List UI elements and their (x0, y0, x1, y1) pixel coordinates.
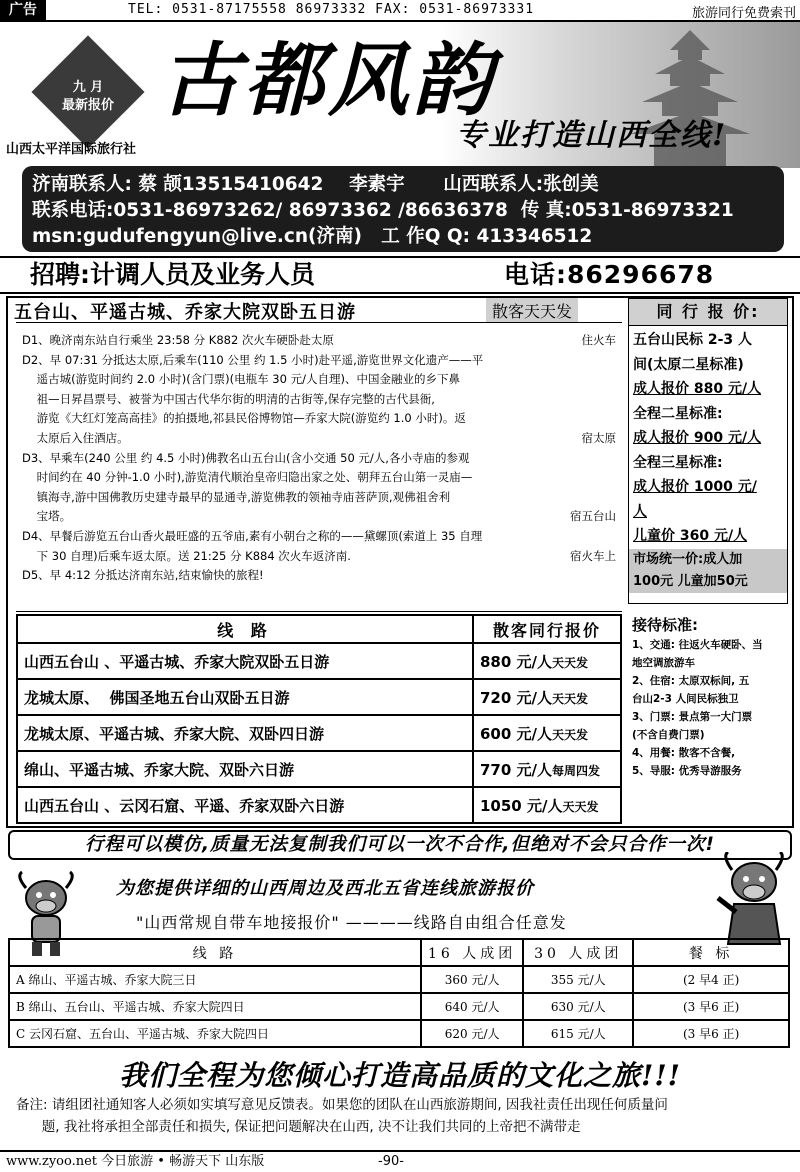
contact-line-1: 济南联系人: 蔡 颉13515410642 李素宇 山西联系人:张创美 (32, 174, 599, 195)
itinerary-line (22, 527, 618, 547)
itinerary-line (22, 390, 618, 410)
contact-line-3: msn:gudufengyun@live.cn(济南) 工 作Q Q: 413346512 (32, 226, 593, 247)
table-row (17, 643, 621, 679)
route-name: 龙城太原、 佛国圣地五台山双卧五日游 (17, 679, 473, 715)
itinerary-stay: 住火车 (581, 333, 616, 347)
itinerary-text: D1、晚济南东站自行乘坐 23:58 分 K882 次火车硬卧赴太原 (22, 333, 334, 347)
route-price-value: 1050 元/人 (480, 796, 563, 815)
table-row (17, 715, 621, 751)
route-name: 绵山、平遥古城、乔家大院、双卧六日游 (17, 751, 473, 787)
itinerary-line (22, 449, 618, 469)
local-col-16: 16 人成团 (421, 939, 523, 966)
agency-name: 山西太平洋国际旅行社 (6, 142, 137, 157)
local-col-30: 30 人成团 (523, 939, 633, 966)
itinerary-text: D4、早餐后游览五台山香火最旺盛的五爷庙,素有小朝台之称的——黛螺顶(索道上 35 自理 (22, 528, 483, 543)
peer-price-line: 成人报价 880 元/人 (633, 381, 762, 397)
itinerary-line (22, 409, 618, 429)
peer-price-line: 成人报价 1000 元/ (633, 479, 757, 495)
service-item: 4、用餐: 散客不含餐, (632, 747, 736, 759)
recruit-text: 招聘:计调人员及业务人员 (30, 260, 315, 289)
service-standard (628, 614, 788, 824)
route-price-value: 720 元/人 (480, 688, 553, 707)
route-price-value: 880 元/人 (480, 652, 553, 671)
service-item: 5、导服: 优秀导游服务 (632, 765, 742, 777)
service-item: 3、门票: 景点第一大门票 (632, 711, 753, 723)
top-right-note: 旅游同行免费索刊 (691, 6, 796, 21)
service-header: 接待标准: (632, 616, 698, 634)
itinerary-stay: 宿火车上 (570, 548, 616, 563)
page-title: 古都风韵 (160, 33, 496, 127)
remark-line-2: 题, 我社将承担全部责任和损失, 保证把问题解决在山西, 决不让我们共同的上帝把不满带走 (16, 1119, 581, 1135)
local-price-30: 630 元/人 (523, 993, 633, 1020)
local-price-table (8, 938, 790, 1048)
local-price-30: 355 元/人 (523, 966, 633, 993)
peer-price-line: 人 (633, 503, 647, 520)
table-row (17, 679, 621, 715)
itinerary-line (22, 331, 618, 351)
itinerary-text: 镇海寺,游中国佛教历史建寺最早的显通寺,游览佛教的领袖寺庙菩萨顶,观佛祖舍利 (22, 489, 451, 504)
route-price-value: 770 元/人 (480, 760, 553, 779)
peer-price-line: 全程三星标准: (633, 454, 723, 471)
peer-price-line: 五台山民标 2-3 人 (633, 332, 753, 348)
peer-price-line: 儿童价 360 元/人 (633, 528, 748, 544)
local-price-16: 360 元/人 (421, 966, 523, 993)
local-price-16: 640 元/人 (421, 993, 523, 1020)
remark (16, 1094, 792, 1138)
routes-table (16, 614, 622, 824)
itinerary-line (22, 429, 618, 449)
itinerary-text: 宝塔。 (22, 509, 72, 524)
route-frequency: 每周四发 (552, 763, 601, 778)
itinerary-text: 遥古城(游览时间约 2.0 小时)(含门票)(电瓶车 30 元/人自理)、中国金融业的乡下鼻 (22, 372, 460, 387)
route-frequency: 天天发 (552, 727, 589, 742)
itinerary-text: D2、早 07:31 分抵达太原,后乘车(110 公里 约 1.5 小时)赴平遥,游览世界文化遗产——平 (22, 352, 484, 367)
peer-price-line: 全程二星标准: (633, 405, 723, 422)
itinerary-text: 时间约在 40 分钟-1.0 小时),游览清代顺治皇帝归隐出家之处、朝拜五台山第一灵庙— (22, 470, 473, 485)
route-name: 山西五台山 、平遥古城、乔家大院双卧五日游 (17, 643, 473, 679)
peer-price-box (628, 298, 788, 604)
itinerary-text: 游览《大红灯笼高高挂》的拍摄地,祁县民俗博物馆—乔家大院(游览约 1.0 小时)。返 (22, 411, 466, 426)
peer-price-line: 间(太原二星标准) (633, 356, 744, 373)
itinerary-line (22, 566, 618, 586)
local-price-30: 615 元/人 (523, 1020, 633, 1047)
itinerary-text: 太原后入住酒店。 (22, 430, 129, 445)
closing-slogan: 我们全程为您倾心打造高品质的文化之旅!!! (119, 1059, 681, 1092)
itinerary-text: D5、早 4:12 分抵达济南东站,结束愉快的旅程! (22, 568, 264, 583)
market-price-line: 100元 儿童加50元 (629, 571, 787, 593)
service-item: 台山2-3 人间民标独卫 (632, 693, 739, 705)
route-price (473, 751, 621, 787)
route-price (473, 643, 621, 679)
itinerary-line (22, 507, 618, 527)
contact-line-2: 联系电话:0531-86973262/ 86973362 /86636378 传 真:0531-86973321 (32, 200, 734, 221)
itinerary-text: D3、早乘车(240 公里 约 4.5 小时)佛教名山五台山(含小交通 50 元/人,各小寺庙的参观 (22, 450, 470, 465)
table-row (17, 787, 621, 823)
route-price (473, 679, 621, 715)
warning-banner: 行程可以模仿,质量无法复制我们可以一次不合作,但绝对不会只合作一次! (8, 830, 792, 860)
recruit-phone: 电话:86296678 (504, 260, 715, 289)
route-price (473, 787, 621, 823)
local-meal: (3 早6 正) (633, 1020, 789, 1047)
local-price-16: 620 元/人 (421, 1020, 523, 1047)
itinerary (16, 322, 622, 612)
footer (0, 1150, 800, 1172)
badge-label: 最新报价 (61, 98, 114, 113)
route-price (473, 715, 621, 751)
peer-price-header: 同 行 报 价: (629, 299, 787, 326)
route-frequency: 天天发 (552, 655, 589, 670)
badge-month: 九 月 (72, 80, 104, 95)
top-contact: TEL: 0531-87175558 86973332 FAX: 0531-86973331 (128, 2, 535, 17)
routes-col-price: 散客同行报价 (473, 615, 621, 643)
month-badge (32, 36, 144, 148)
market-price-line: 市场统一价:成人加 (629, 549, 787, 571)
itinerary-line (22, 351, 618, 371)
itinerary-stay: 宿五台山 (570, 509, 616, 524)
service-item: 1、交通: 往返火车硬卧、当 (632, 639, 763, 651)
table-row (9, 993, 789, 1020)
service-item: (不含自费门票) (632, 729, 705, 741)
contact-box (22, 166, 784, 252)
itinerary-line (22, 468, 618, 488)
local-route: B 绵山、五台山、平遥古城、乔家大院四日 (9, 993, 421, 1020)
local-subheading: "山西常规自带车地接报价" ————线路自由组合任意发 (136, 913, 567, 932)
local-route: C 云冈石窟、五台山、平遥古城、乔家大院四日 (9, 1020, 421, 1047)
page-number: -90- (378, 1154, 404, 1169)
route-frequency: 天天发 (562, 799, 599, 814)
table-row (17, 751, 621, 787)
itinerary-line (22, 370, 618, 390)
top-bar (0, 0, 800, 22)
itinerary-line (22, 488, 618, 508)
local-col-meal: 餐 标 (633, 939, 789, 966)
itinerary-line (22, 547, 618, 567)
routes-col-route: 线 路 (17, 615, 473, 643)
remark-line-1: 备注: 请组团社通知客人必须如实填写意见反馈表。如果您的团队在山西旅游期间, 因我社责任出现任何质量问 (16, 1097, 668, 1113)
service-item: 地空调旅游车 (632, 657, 695, 669)
route-frequency: 天天发 (552, 691, 589, 706)
itinerary-text: 祖—日昇昌票号、被誉为中国古代华尔街的明清的古街等,保存完整的古代县衙, (22, 391, 435, 406)
local-meal: (2 早4 正) (633, 966, 789, 993)
slogan: 专业打造山西全线! (456, 118, 728, 153)
service-item: 2、住宿: 太原双标间, 五 (632, 675, 750, 687)
local-meal: (3 早6 正) (633, 993, 789, 1020)
featured-tour-tag: 散客天天发 (486, 298, 578, 323)
ox-mascot-right-icon (708, 852, 792, 952)
itinerary-stay: 宿太原 (581, 430, 616, 445)
route-name: 龙城太原、平遥古城、乔家大院、双卧四日游 (17, 715, 473, 751)
header-banner (0, 22, 800, 168)
recruit-bar (0, 256, 800, 294)
route-name: 山西五台山 、云冈石窟、平遥、乔家双卧六日游 (17, 787, 473, 823)
provide-heading: 为您提供详细的山西周边及西北五省连线旅游报价 (116, 878, 534, 899)
local-route: A 绵山、平遥古城、乔家大院三日 (9, 966, 421, 993)
featured-tour-title: 五台山、平遥古城、乔家大院双卧五日游 (14, 302, 356, 323)
local-col-route: 线 路 (9, 939, 421, 966)
footer-site: www.zyoo.net 今日旅游 • 畅游天下 山东版 (6, 1154, 265, 1169)
route-price-value: 600 元/人 (480, 724, 553, 743)
table-row (9, 966, 789, 993)
ad-tag: 广告 (0, 0, 46, 20)
itinerary-text: 下 30 自理)后乘车返太原。送 21:25 分 K884 次火车返济南. (22, 548, 351, 563)
peer-price-line: 成人报价 900 元/人 (633, 430, 762, 446)
table-row (9, 1020, 789, 1047)
